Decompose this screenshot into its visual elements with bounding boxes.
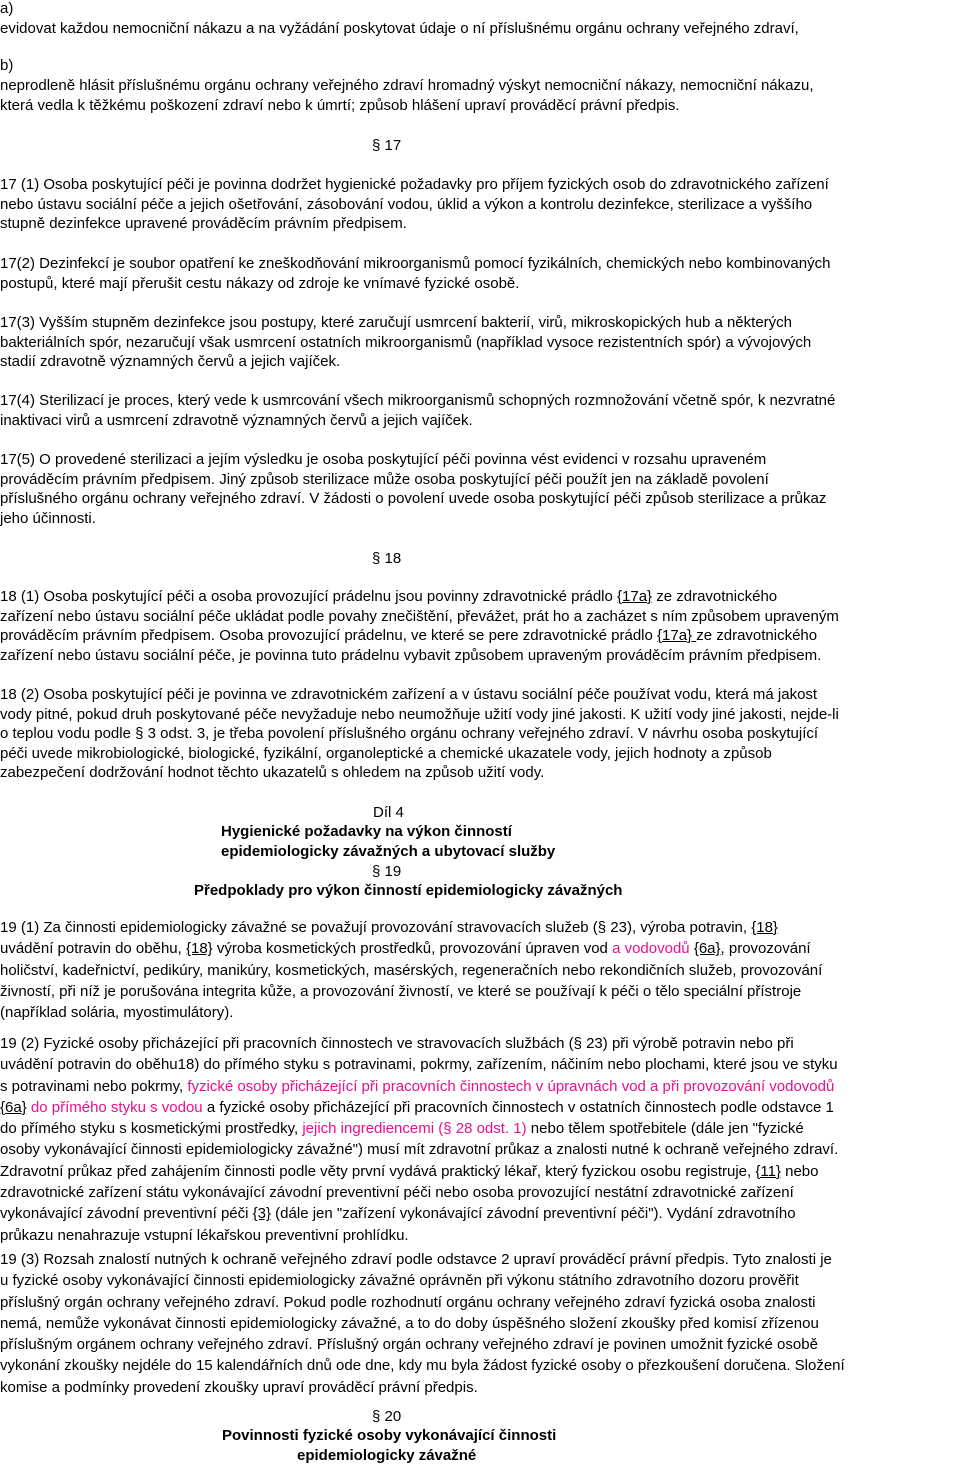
footnote-ref-6a-second[interactable]: {6a}	[0, 1098, 27, 1116]
paragraph-19-2: 19 (2) Fyzické osoby přicházející při pracovních činnostech ve stravovacích službách (§ 23) při výrobě potravin nebo při uvádění potravin do oběhu18) do přímého styku s potravinami, pokrmy, zařízením, náčiním nebo plochami, které jsou ve styku s potravinami nebo pokrmy, fyzické osoby přicházející při pracovních činnostech v úpravnách vod a při provozování vodovodů {6a} do přímého styku s vodou a fyzické osoby přicházející při pracovních činnostech v ostatních činnostech podle odstavce 1 do přímého styku s kosmetickými prostředky, jejich ingrediencemi (§ 28 odst. 1) nebo tělem spotřebitele (dále jen "fyzické osoby vykonávající činnosti epidemiologicky závažné") musí mít zdravotní průkaz a znalosti nutné k ochraně veřejného zdraví. Zdravotní průkaz před zahájením činnosti podle věty první vydává praktický lékař, který fyzickou osobu registruje, {11} nebo zdravotnické zařízení státu vykonávající závodní preventivní péči nebo osoba provozující nestátní zdravotnické zařízení vykonávající závodní preventivní péči {3} (dále jen "zařízení vykonávající závodní preventivní péči"). Vydání zdravotního průkazu nenahrazuje vstupní lékařskou preventivní prohlídku.	[0, 1035, 839, 1244]
paragraph-17-5: 17(5) O provedené sterilizaci a jejím výsledku je osoba poskytující péči povinna vést evidenci v rozsahu upraveném prováděcím právním předpisem. Jiný způsob sterilizace může osoba poskytující péči použít jen na základě povolení příslušného orgánu ochrany veřejného zdraví. V žádosti o povolení uvede osoba poskytující péči způsob sterilizace a průkaz jeho účinnosti.	[0, 451, 827, 527]
item-b-line-2: která vedla k těžkému poškození zdraví nebo k úmrtí; způsob hlášení upraví prováděcí právní předpis.	[0, 97, 680, 114]
amended-text: fyzické osoby přicházející při pracovních činnostech v úpravnách vod a při provozování vodovodů	[187, 1077, 835, 1095]
footnote-ref-17a-second[interactable]: {17a}	[657, 627, 697, 644]
footnote-ref-17a[interactable]: {17a}	[617, 588, 653, 605]
paragraph-18-1: 18 (1) Osoba poskytující péči a osoba provozující prádelnu jsou povinny zdravotnické prádlo {17a} ze zdravotnického zařízení nebo ústavu sociální péče ukládat podle povahy znečištění, převážet, prát ho a zacházet s ním způsobem upraveným prováděcím právním předpisem. Osoba provozující prádelnu, ve které se pere zdravotnické prádlo {17a} ze zdravotnického zařízení nebo ústavu sociální péče, je povinna tuto prádelnu vybavit způsobem upraveným prováděcím právním předpisem.	[0, 588, 839, 664]
amended-text: jejich ingrediencemi (§ 28 odst. 1)	[302, 1120, 527, 1138]
footnote-ref-6a[interactable]: {6a}	[693, 940, 721, 958]
section-20-heading: § 20	[372, 1408, 402, 1425]
paragraph-17-4: 17(4) Sterilizací je proces, který vede k usmrcování všech mikroorganismů schopných rozmnožování včetně spór, k nezvratné inaktivaci virů a usmrcení zdravotně významných červů a jejich vajíček.	[0, 392, 836, 429]
section-18-heading: § 18	[372, 550, 402, 567]
item-a-marker: a)	[0, 0, 14, 17]
footnote-ref-3[interactable]: {3}	[252, 1205, 272, 1223]
section-19-heading: § 19	[372, 863, 402, 880]
item-b-marker: b)	[0, 57, 14, 74]
footnote-ref-11[interactable]: {11}	[755, 1162, 781, 1180]
section-17-heading: § 17	[372, 137, 402, 154]
footnote-ref-18-second[interactable]: {18}	[185, 940, 213, 958]
part-4-label: Díl 4	[373, 804, 404, 821]
section-20-title-line-1: Povinnosti fyzické osoby vykonávající činnosti	[222, 1427, 557, 1444]
amended-text: do přímého styku s vodou	[26, 1098, 203, 1116]
amended-text: a vodovodů	[612, 940, 690, 958]
part-4-title-line-2: epidemiologicky závažných a ubytovací služby	[221, 843, 556, 860]
section-20-title-line-2: epidemiologicky závažné	[297, 1447, 477, 1464]
paragraph-18-2: 18 (2) Osoba poskytující péči je povinna ve zdravotnickém zařízení a v ústavu sociální péče používat vodu, která má jakost vody pitné, pokud druh poskytované péče nevyžaduje nebo neumožňuje užití vody jiné jakosti. K užití vody jiné jakosti, nejde-li o teplou vodu podle § 3 odst. 3, je třeba povolení příslušného orgánu ochrany veřejného zdraví. V návrhu osoba poskytující péči uvede mikrobiologické, biologické, fyzikální, organoleptické a chemické ukazatele vody, jejich hodnoty a způsob zabezpečení dodržování hodnot těchto ukazatelů s ohledem na způsob užití vody.	[0, 686, 839, 781]
paragraph-19-3: 19 (3) Rozsah znalostí nutných k ochraně veřejného zdraví podle odstavce 2 upraví prováděcí právní předpis. Tyto znalosti je u fyzické osoby vykonávající činnosti epidemiologicky závažné oprávněn při výkonu státního zdravotního dozoru prověřit příslušný orgán ochrany veřejného zdraví. Pokud podle rozhodnutí orgánu ochrany veřejného zdraví fyzická osoba znalosti nemá, nemůže vykonávat činnosti epidemiologicky závažné, a to do doby úspěšného složení zkoušky před komisí zřízenou příslušným orgánem ochrany veřejného zdraví. Příslušný orgán ochrany veřejného zdraví je povinen umožnit fyzické osobě vykonání zkoušky nejdéle do 15 kalendářních dnů ode dne, kdy mu byla žádost fyzické osoby o přezkoušení doručena. Složení komise a podmínky provedení zkoušky upraví prováděcí právní předpis.	[0, 1251, 845, 1396]
paragraph-17-3: 17(3) Vyšším stupněm dezinfekce jsou postupy, které zaručují usmrcení bakterií, virů, mikroskopických hub a některých bakteriálních spór, nezaručují však usmrcení ostatních mikroorganismů (například vysoce rezistentních spór) a vývojových stadií zdravotně významných červů a jejich vajíček.	[0, 314, 812, 370]
item-a-text: evidovat každou nemocniční nákazu a na vyžádání poskytovat údaje o ní příslušnému orgánu ochrany veřejného zdraví,	[0, 20, 799, 37]
section-19-title: Předpoklady pro výkon činností epidemiologicky závažných	[194, 882, 623, 899]
paragraph-17-1: 17 (1) Osoba poskytující péči je povinna dodržet hygienické požadavky pro příjem fyzických osob do zdravotnického zařízení nebo ústavu sociální péče a jejich ošetřování, zásobování vodou, úklid a výkon a kontrolu dezinfekce, sterilizace a vyššího stupně dezinfekce upravené prováděcím právním předpisem.	[0, 176, 829, 232]
part-4-title-line-1: Hygienické požadavky na výkon činností	[221, 823, 512, 840]
item-b-line-1: neprodleně hlásit příslušnému orgánu ochrany veřejného zdraví hromadný výskyt nemocniční nákazy, nemocniční nákazu,	[0, 77, 814, 94]
footnote-ref-18[interactable]: {18}	[751, 919, 778, 936]
paragraph-17-2: 17(2) Dezinfekcí je soubor opatření ke zneškodňování mikroorganismů pomocí fyzikálních, chemických nebo kombinovaných postupů, které mají přerušit cestu nákazy od zdroje ke vnímavé fyzické osobě.	[0, 255, 831, 292]
paragraph-19-1: 19 (1) Za činnosti epidemiologicky závažné se považují provozování stravovacích služeb (§ 23), výroba potravin, {18} uvádění potravin do oběhu, {18} výroba kosmetických prostředků, provozování úpraven vod a vodovodů {6a}, provozování holičství, kadeřnictví, pedikúry, manikúry, kosmetických, masérských, regeneračních nebo rekondičních služeb, provozování živností, při níž je porušována integrita kůže, a provozování živností, ve které se používají k péči o tělo speciální přístroje (například solária, myostimulátory).	[0, 919, 823, 1022]
